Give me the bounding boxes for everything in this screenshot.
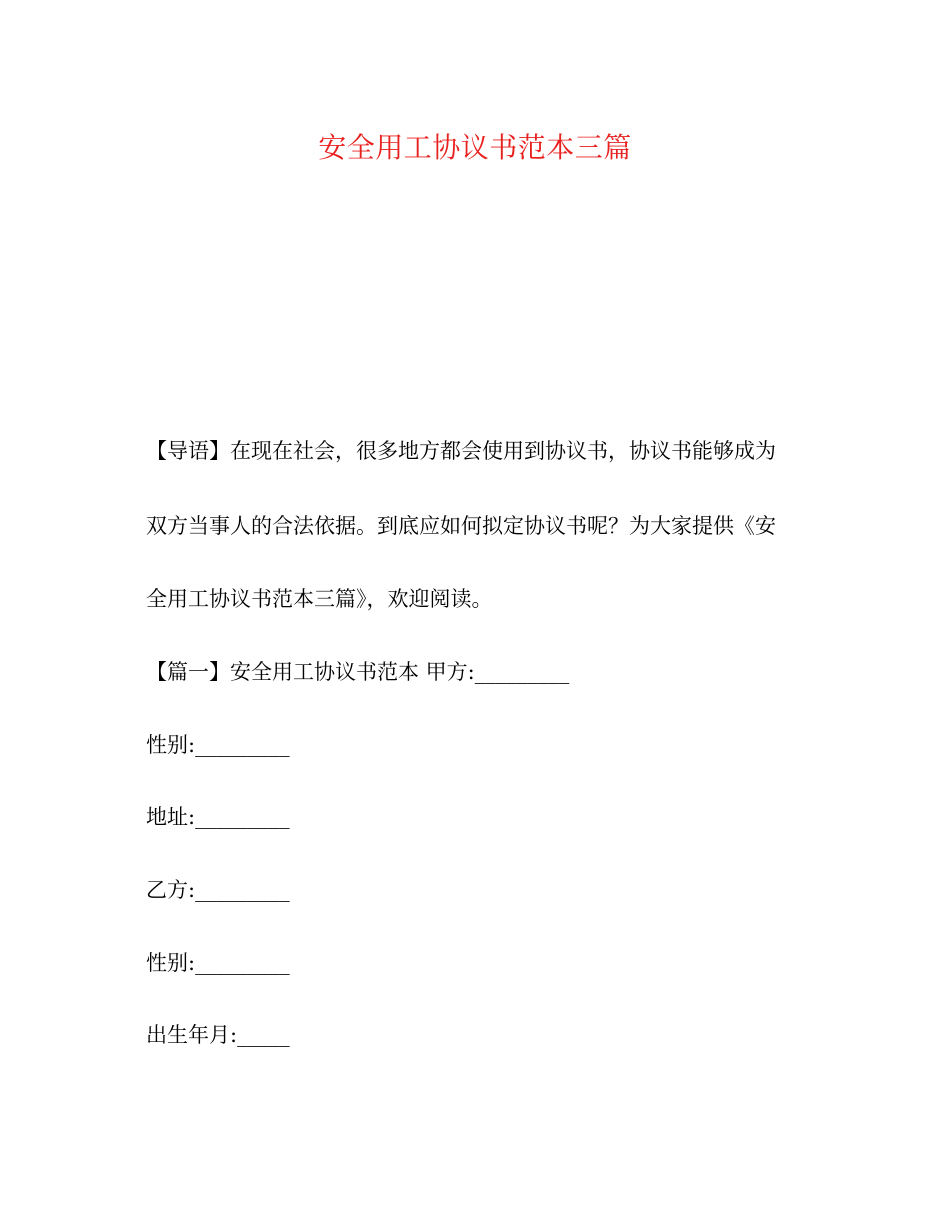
intro-line-1: 【导语】在现在社会，很多地方都会使用到协议书，协议书能够成为 <box>146 439 776 463</box>
intro-line-3: 全用工协议书范本三篇》，欢迎阅读。 <box>146 587 493 611</box>
field-gender-party-b: 性别:_________ <box>146 951 290 975</box>
document-title: 安全用工协议书范本三篇 <box>318 131 632 164</box>
field-party-b: 乙方:_________ <box>146 878 290 902</box>
field-birth-date-party-b: 出生年月:_____ <box>146 1023 290 1047</box>
section-1-heading: 【篇一】安全用工协议书范本 甲方:_________ <box>146 660 570 684</box>
field-address-party-a: 地址:_________ <box>146 805 290 829</box>
intro-line-2: 双方当事人的合法依据。到底应如何拟定协议书呢？为大家提供《安 <box>146 514 776 538</box>
field-gender-party-a: 性别:_________ <box>146 733 290 757</box>
